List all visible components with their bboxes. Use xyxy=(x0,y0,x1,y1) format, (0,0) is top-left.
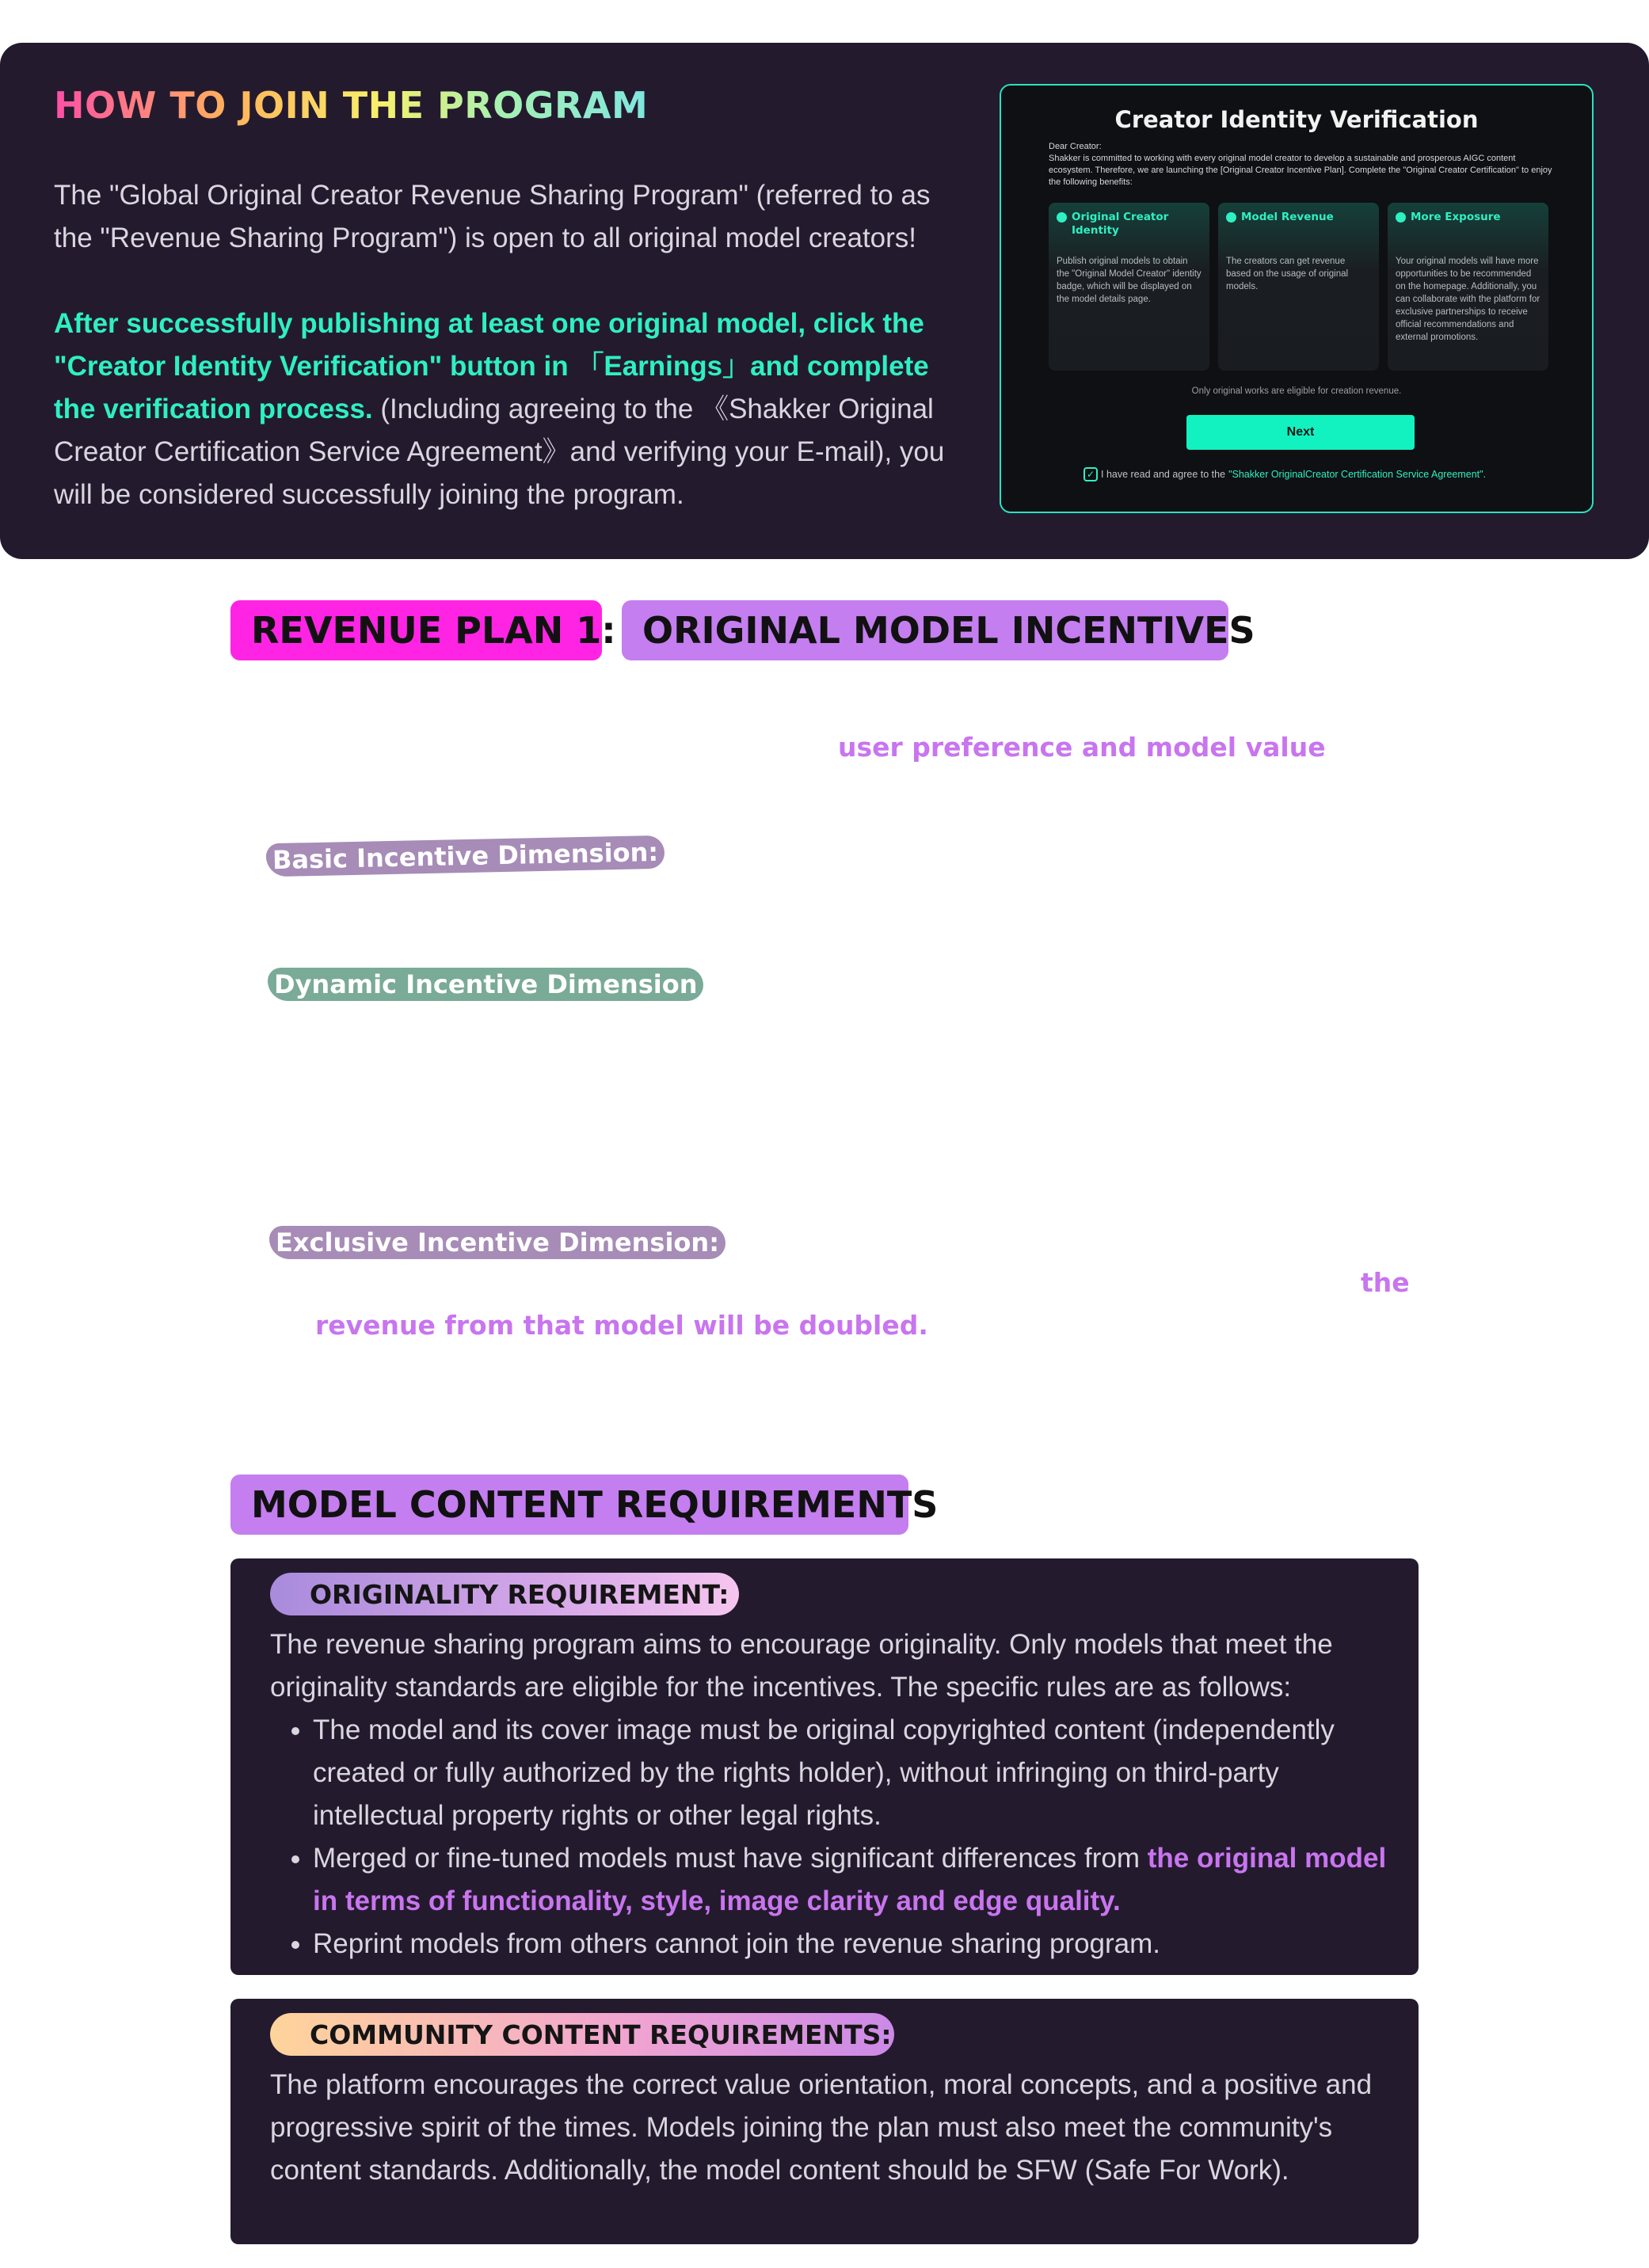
exclusive-highlight-the: the xyxy=(1361,1267,1410,1298)
requirements-title: MODEL CONTENT REQUIREMENTS xyxy=(230,1475,908,1535)
originality-label: ORIGINALITY REQUIREMENT: xyxy=(270,1573,739,1615)
agreement-link[interactable]: "Shakker OriginalCreator Certification Service Agreement". xyxy=(1228,469,1487,480)
benefit-card-body: Publish original models to obtain the "Original Model Creator" identity badge, which will be displayed on the model details page. xyxy=(1057,257,1202,304)
megaphone-icon xyxy=(1396,212,1406,223)
benefit-card-title: Original Creator Identity xyxy=(1072,211,1169,237)
list-item-emphasis: the original model in terms of functionality, style, image clarity and edge quality. xyxy=(313,1843,1387,1916)
coin-icon xyxy=(1226,212,1236,223)
dialog-greeting: Dear Creator: xyxy=(1049,142,1102,151)
join-program-steps xyxy=(54,303,965,516)
user-preference-highlight: user preference and model value xyxy=(838,732,1326,763)
dialog-intro xyxy=(1049,141,1556,188)
list-item xyxy=(313,1837,1411,1923)
dynamic-incentive-label: Dynamic Incentive Dimension xyxy=(268,968,703,1001)
originality-intro: The revenue sharing program aims to encourage originality. Only models that meet the originality standards are eligible for the incentives. The specific rules are as follows: xyxy=(270,1629,1333,1703)
benefit-card-title: Model Revenue xyxy=(1241,211,1334,223)
basic-incentive-label: Basic Incentive Dimension: xyxy=(266,835,665,877)
benefit-card-revenue xyxy=(1218,203,1379,371)
join-program-steps-emphasis: After successfully publishing at least one original model, click the "Creator Identity Verification" button in 「Earnings」and complete the verification process. xyxy=(54,308,929,424)
agreement-row xyxy=(1083,467,1486,481)
creator-verification-dialog xyxy=(1000,84,1594,513)
join-program-steps-detail: (Including agreeing to the 《Shakker Original Creator Certification Service Agreement》and verifying your E-mail), you will be considered successfully joining the program. xyxy=(54,394,945,510)
revenue-plan-title: ORIGINAL MODEL INCENTIVES xyxy=(622,600,1228,660)
benefit-card-body: The creators can get revenue based on the usage of original models. xyxy=(1226,257,1349,291)
list-item-text: Merged or fine-tuned models must have significant differences from xyxy=(313,1843,1148,1874)
dialog-intro-text: Shakker is committed to working with every original model creator to develop a sustainable and prosperous AIGC content ecosystem. Therefore, we are launching the [Original Creator Incentive Plan]. Complete the "Original Creator Certification" to enjoy the following benefits: xyxy=(1049,154,1552,187)
originality-rules-list xyxy=(270,1709,1411,1965)
benefit-card-title: More Exposure xyxy=(1411,211,1501,223)
agreement-text: I have read and agree to the xyxy=(1101,469,1226,480)
list-item: • The model and its cover image must be original copyrighted content (independently created or fully authorized by the rights holder), without infringing on third-party intellectual property rights or other legal rights. xyxy=(313,1709,1411,1837)
revenue-doubled-highlight: revenue from that model will be doubled. xyxy=(315,1310,928,1341)
badge-icon xyxy=(1057,212,1067,223)
agreement-checkbox[interactable]: ✓ xyxy=(1083,467,1098,481)
community-label: COMMUNITY CONTENT REQUIREMENTS: xyxy=(270,2013,894,2056)
benefit-card-exposure xyxy=(1388,203,1548,371)
benefit-card-body: Your original models will have more opportunities to be recommended on the homepage. Additionally, you can collaborate with the platform for exclusive partnerships to receive official recommendations and external promotions. xyxy=(1396,257,1540,342)
list-item: • Reprint models from others cannot join the revenue sharing program. xyxy=(313,1923,1411,1965)
next-button[interactable]: Next xyxy=(1186,415,1415,450)
benefit-card-identity xyxy=(1049,203,1209,371)
dialog-title: Creator Identity Verification xyxy=(1114,106,1479,133)
exclusive-incentive-label: Exclusive Incentive Dimension: xyxy=(269,1226,725,1259)
revenue-plan-tag: REVENUE PLAN 1: xyxy=(230,600,602,660)
dialog-eligibility-note: Only original works are eligible for creation revenue. xyxy=(1191,386,1402,396)
community-text: The platform encourages the correct value orientation, moral concepts, and a positive and progressive spirit of the times. Models joining the plan must also meet the community's content standards. Additionally, the model content should be SFW (Safe For Work). xyxy=(270,2069,1373,2186)
join-program-title: HOW TO JOIN THE PROGRAM xyxy=(54,84,649,127)
join-program-intro: The "Global Original Creator Revenue Sharing Program" (referred to as the "Revenue Sharing Program") is open to all original model creators! xyxy=(54,180,931,253)
